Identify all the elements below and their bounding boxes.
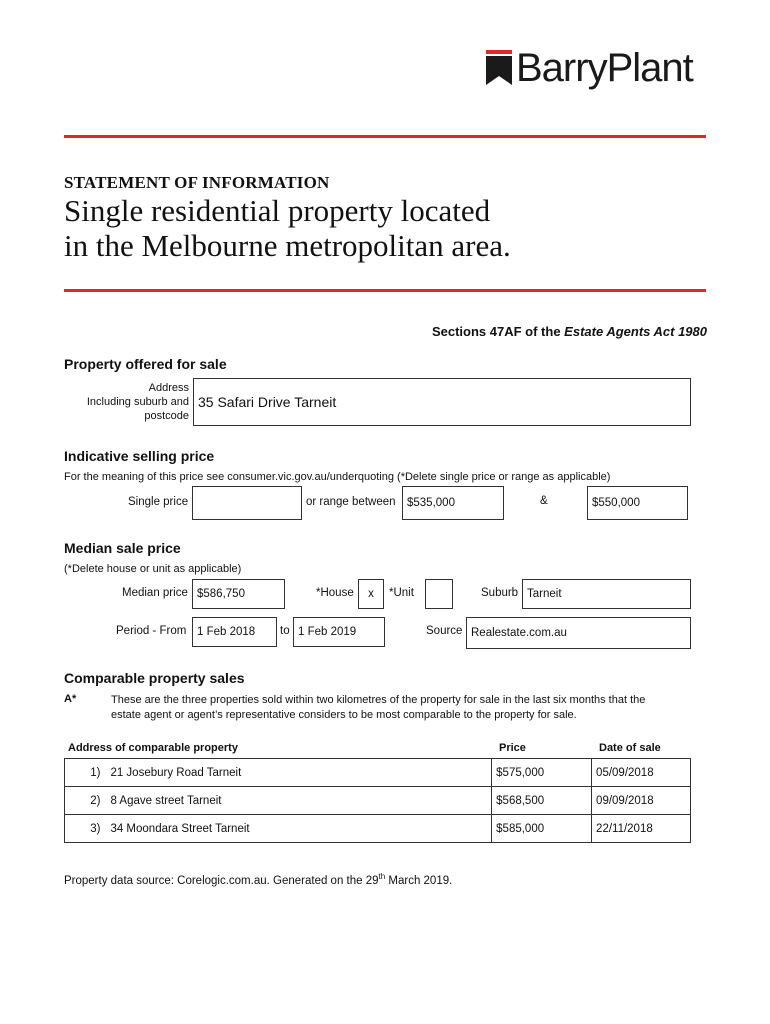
single-price-label: Single price bbox=[128, 496, 189, 508]
row-price[interactable]: $568,500 bbox=[492, 787, 592, 815]
document-kicker: STATEMENT OF INFORMATION bbox=[64, 173, 330, 192]
address-label-line-1: Address bbox=[148, 382, 189, 394]
period-to-field[interactable]: 1 Feb 2019 bbox=[293, 617, 385, 647]
range-label: or range between bbox=[306, 496, 396, 508]
column-header-price: Price bbox=[499, 742, 526, 754]
period-from-label: Period - From bbox=[116, 625, 187, 637]
period-to-label: to bbox=[280, 625, 290, 637]
title-line-2: in the Melbourne metropolitan area. bbox=[64, 228, 511, 263]
address-field[interactable]: 35 Safari Drive Tarneit bbox=[193, 378, 691, 426]
comparable-description-line-1: These are the three properties sold within two kilometres of the property for sale in the last six months that the bbox=[111, 694, 646, 706]
unit-label: *Unit bbox=[389, 587, 414, 599]
source-label: Source bbox=[426, 625, 463, 637]
address-label-line-2: Including suburb and bbox=[86, 396, 189, 408]
median-price-field[interactable]: $586,750 bbox=[192, 579, 285, 609]
footer-superscript: th bbox=[378, 872, 386, 881]
page-title bbox=[64, 193, 704, 263]
row-number: 1) bbox=[65, 759, 107, 787]
range-low-field[interactable]: $535,000 bbox=[402, 486, 504, 520]
unit-checkbox[interactable] bbox=[425, 579, 453, 609]
indicative-price-heading: Indicative selling price bbox=[64, 448, 215, 464]
brand-name: BarryPlant bbox=[516, 46, 693, 90]
row-number: 3) bbox=[65, 815, 107, 843]
period-from-field[interactable]: 1 Feb 2018 bbox=[192, 617, 277, 647]
single-price-field[interactable] bbox=[192, 486, 302, 520]
row-price[interactable]: $575,000 bbox=[492, 759, 592, 787]
row-date[interactable]: 09/09/2018 bbox=[592, 787, 691, 815]
comparable-description bbox=[111, 693, 645, 723]
middle-divider bbox=[64, 289, 706, 292]
house-checkbox[interactable]: x bbox=[358, 579, 384, 609]
bookmark-icon bbox=[486, 50, 512, 86]
median-price-label: Median price bbox=[122, 587, 188, 599]
address-label bbox=[64, 381, 189, 423]
row-date[interactable]: 22/11/2018 bbox=[592, 815, 691, 843]
comparable-description-line-2: estate agent or agent’s representative considers to be most comparable to the property for sale. bbox=[111, 709, 577, 721]
footer-suffix: March 2019. bbox=[385, 874, 453, 887]
brand-logo bbox=[486, 46, 706, 100]
legislation-act: Estate Agents Act 1980 bbox=[564, 324, 707, 339]
row-price[interactable]: $585,000 bbox=[492, 815, 592, 843]
row-address[interactable]: 21 Josebury Road Tarneit bbox=[106, 759, 491, 787]
row-date[interactable]: 05/09/2018 bbox=[592, 759, 691, 787]
row-address[interactable]: 34 Moondara Street Tarneit bbox=[106, 815, 491, 843]
median-price-note: (*Delete house or unit as applicable) bbox=[64, 563, 242, 575]
comparable-marker: A* bbox=[64, 693, 77, 705]
source-field[interactable]: Realestate.com.au bbox=[466, 617, 691, 649]
data-source-footer bbox=[64, 872, 452, 887]
table-row bbox=[65, 787, 691, 815]
comparable-sales-table bbox=[64, 758, 691, 843]
row-number: 2) bbox=[65, 787, 107, 815]
legislation-prefix: Sections 47AF of the bbox=[431, 324, 565, 339]
median-price-heading: Median sale price bbox=[64, 540, 181, 556]
property-offered-heading: Property offered for sale bbox=[64, 356, 227, 372]
table-row bbox=[65, 759, 691, 787]
address-label-line-3: postcode bbox=[144, 410, 189, 422]
table-row bbox=[65, 815, 691, 843]
range-separator: & bbox=[540, 495, 548, 507]
row-address[interactable]: 8 Agave street Tarneit bbox=[106, 787, 491, 815]
house-label: *House bbox=[316, 587, 354, 599]
suburb-label: Suburb bbox=[481, 587, 519, 599]
suburb-field[interactable]: Tarneit bbox=[522, 579, 691, 609]
title-line-1: Single residential property located bbox=[64, 193, 491, 228]
column-header-date: Date of sale bbox=[599, 742, 661, 754]
legislation-reference bbox=[432, 324, 707, 339]
comparable-sales-heading: Comparable property sales bbox=[64, 670, 245, 686]
column-header-address: Address of comparable property bbox=[68, 742, 238, 754]
footer-prefix: Property data source: Corelogic.com.au. Generated on the 29 bbox=[64, 874, 379, 887]
indicative-price-note: For the meaning of this price see consumer.vic.gov.au/underquoting (*Delete single price or range as applicable) bbox=[64, 471, 611, 483]
range-high-field[interactable]: $550,000 bbox=[587, 486, 688, 520]
top-divider bbox=[64, 135, 706, 138]
